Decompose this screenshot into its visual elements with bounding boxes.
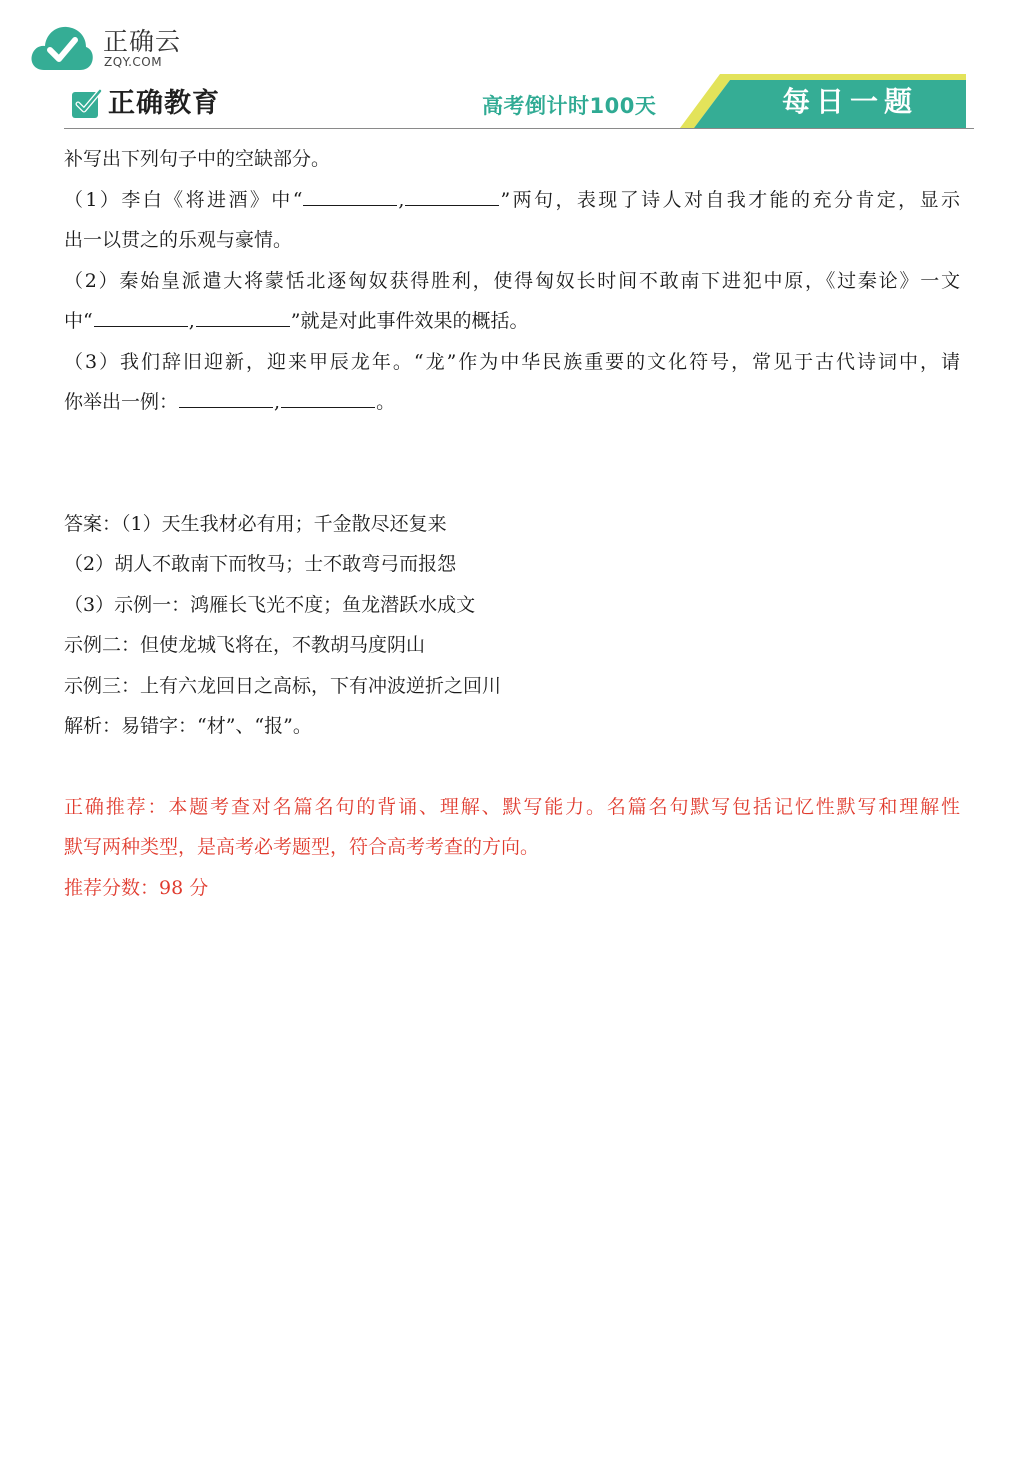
countdown-text: 高考倒计时100天 (482, 94, 657, 118)
recommend-score: 推荐分数：98 分 (64, 876, 209, 899)
question-intro: 补写出下列句子中的空缺部分。 (64, 148, 331, 170)
spacer (64, 423, 960, 504)
answer-line-4: 示例二：但使龙城飞将在，不教胡马度阴山 (64, 634, 426, 656)
question-1-line-2: 出一以贯之的乐观与豪情。 (64, 229, 293, 251)
answer-line-3: （3）示例一：鸿雁长飞光不度；鱼龙潜跃水成文 (64, 593, 476, 616)
answer-line-2: （2）胡人不敢南下而牧马；士不敢弯弓而报怨 (64, 553, 457, 575)
recommend-line-2: 默写两种类型，是高考必考题型，符合高考考查的方向。 (64, 836, 540, 858)
analysis-line: 解析：易错字：“材”、“报”。 (64, 715, 312, 737)
daily-question-label: 每日一题 (781, 85, 918, 118)
answer-blank (281, 385, 375, 408)
answer-blank (405, 183, 499, 206)
answer-line-1: 答案：（1）天生我材必有用；千金散尽还复来 (64, 512, 447, 535)
recommend-line-1: 正确推荐：本题考查对名篇名句的背诵、理解、默写能力。名篇名句默写包括记忆性默写和理解性 (64, 795, 960, 818)
question-2-line-1: （2）秦始皇派遣大将蒙恬北逐匈奴获得胜利，使得匈奴长时间不敢南下进犯中原，《过秦论》一文 (64, 269, 960, 292)
cloud-logo-icon (30, 22, 94, 74)
answer-blank (196, 304, 290, 327)
answer-blank (303, 183, 397, 206)
header-divider (64, 128, 974, 129)
answer-line-5: 示例三：上有六龙回日之高标，下有冲波逆折之回川 (64, 674, 502, 697)
question-3-line-1: （3）我们辞旧迎新，迎来甲辰龙年。“龙”作为中华民族重要的文化符号，常见于古代诗词中，请 (64, 350, 960, 373)
answer-blank (179, 385, 273, 408)
document-body (64, 139, 960, 908)
answer-blank (94, 304, 188, 327)
brand-domain: ZQY.COM (104, 55, 163, 69)
edu-brand-title: 正确教育 (108, 88, 220, 119)
question-1-line-1: （1）李白《将进酒》中“ , ”两句，表现了诗人对自我才能的充分肯定，显示 (64, 180, 960, 221)
question-3-line-2: 你举出一例： , 。 (64, 382, 960, 423)
brand-name: 正确云 (103, 27, 182, 56)
question-2-line-2: 中“ , ”就是对此事件效果的概括。 (64, 301, 960, 342)
checkbox-logo-icon (70, 88, 102, 120)
spacer (64, 747, 960, 787)
